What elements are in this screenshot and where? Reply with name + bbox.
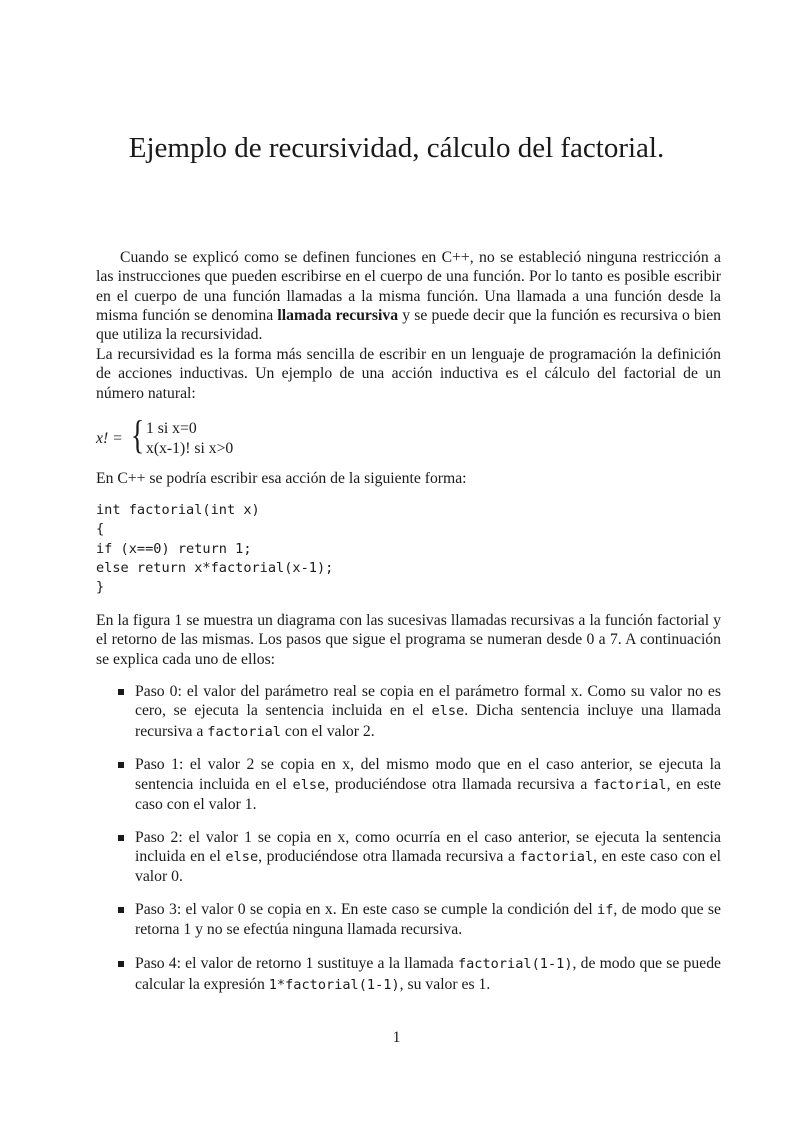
code-block [96,501,333,597]
step-text: Paso 1: el valor 2 se copia en x, del mismo modo que en el caso anterior, se ejecuta la sentencia incluida en el [135,756,721,793]
step-text: Paso 3: el valor 0 se copia en x. En este caso se cumple la condición del [135,901,598,919]
inline-code: if [597,902,614,919]
code-line: { [96,521,105,538]
step-text: , en este caso con el valor 0. [135,848,721,886]
step-text: Paso 4: el valor de retorno 1 sustituye a la llamada [135,955,458,973]
bullet-icon [118,689,124,695]
bullet-icon [118,835,124,841]
formula-lhs: x! = [96,430,123,447]
step-text: . Dicha sentencia incluye una llamada recursiva a [135,702,721,740]
inline-code: else [225,849,259,866]
step-text: , su valor es 1. [399,975,491,993]
bullet-icon [118,961,124,967]
inline-code: factorial [207,723,281,740]
inline-code: factorial [592,776,667,793]
bullet-icon [118,907,124,913]
inline-code: 1*factorial(1-1) [268,976,400,993]
formula-brace: { [130,412,145,457]
inline-code: else [431,703,465,720]
bullet-icon [118,762,124,768]
step-text: Paso 0: el valor del parámetro real se copia en el parámetro formal x. Como su valor no es cero, se ejecuta la sentencia incluida en el [135,683,721,720]
code-line: else return x*factorial(x-1); [96,559,334,576]
step-text: , produciéndose otra llamada recursiva a [325,775,593,793]
factorial-formula [96,412,396,461]
intro-paragraph [96,248,721,344]
code-line: int factorial(int x) [96,502,260,518]
list-item [96,755,721,814]
steps-list [96,682,721,1008]
step-text: , de modo que se puede calcular la expresión [135,955,722,993]
recursion-paragraph: La recursividad es la forma más sencilla de escribir en un lenguaje de programación la definición de acciones inductivas. Un ejemplo de una acción inductiva es el cálculo del factorial de un número natural: [96,346,721,402]
page-title: Ejemplo de recursividad, cálculo del factorial. [128,132,665,164]
formula-case-zero: 1 si x=0 [146,420,197,437]
step-text: Paso 2: el valor 1 se copia en x, como ocurría en el caso anterior, se ejecuta la sentencia incluida en el [135,828,721,866]
cpp-intro-paragraph: En C++ se podría escribir esa acción de la siguiente forma: [96,470,467,487]
formula-case-positive: x(x-1)! si x>0 [146,440,234,457]
inline-code: else [292,776,326,793]
list-item [96,682,721,742]
page-number: 1 [392,1029,401,1046]
step-text: con el valor 2. [280,722,375,740]
list-item [96,828,721,887]
step-text: , produciéndose otra llamada recursiva a [258,848,520,866]
figure-paragraph: En la figura 1 se muestra un diagrama con las sucesivas llamadas recursivas a la función factorial y el retorno de las mismas. Los pasos que sigue el programa se numeran desde 0 a 7. A continuación se explica cada uno de ellos: [96,612,721,668]
list-item [96,954,721,995]
intro-bold-term: llamada recursiva [277,306,399,324]
code-line: } [96,579,105,596]
inline-code: factorial(1-1) [457,956,573,973]
list-item [96,900,721,941]
intro-text-end: y se puede decir que la función es recursiva o bien que utiliza la recursividad. [96,306,722,344]
step-text: , de modo que se retorna 1 y no se efectúa ninguna llamada recursiva. [135,901,721,939]
intro-text-start: Cuando se explicó como se definen funciones en C++, no se estableció ninguna restricción a las instrucciones que pueden escribirse en el cuerpo de una función. Por lo tanto es posible escribir en el cuerpo de una función llamadas a la misma función. Una llamada a una función desde la misma función se denomina [96,249,721,324]
inline-code: factorial [519,849,594,866]
code-line: if (x==0) return 1; [96,540,252,557]
step-text: , en este caso con el valor 1. [135,775,721,813]
